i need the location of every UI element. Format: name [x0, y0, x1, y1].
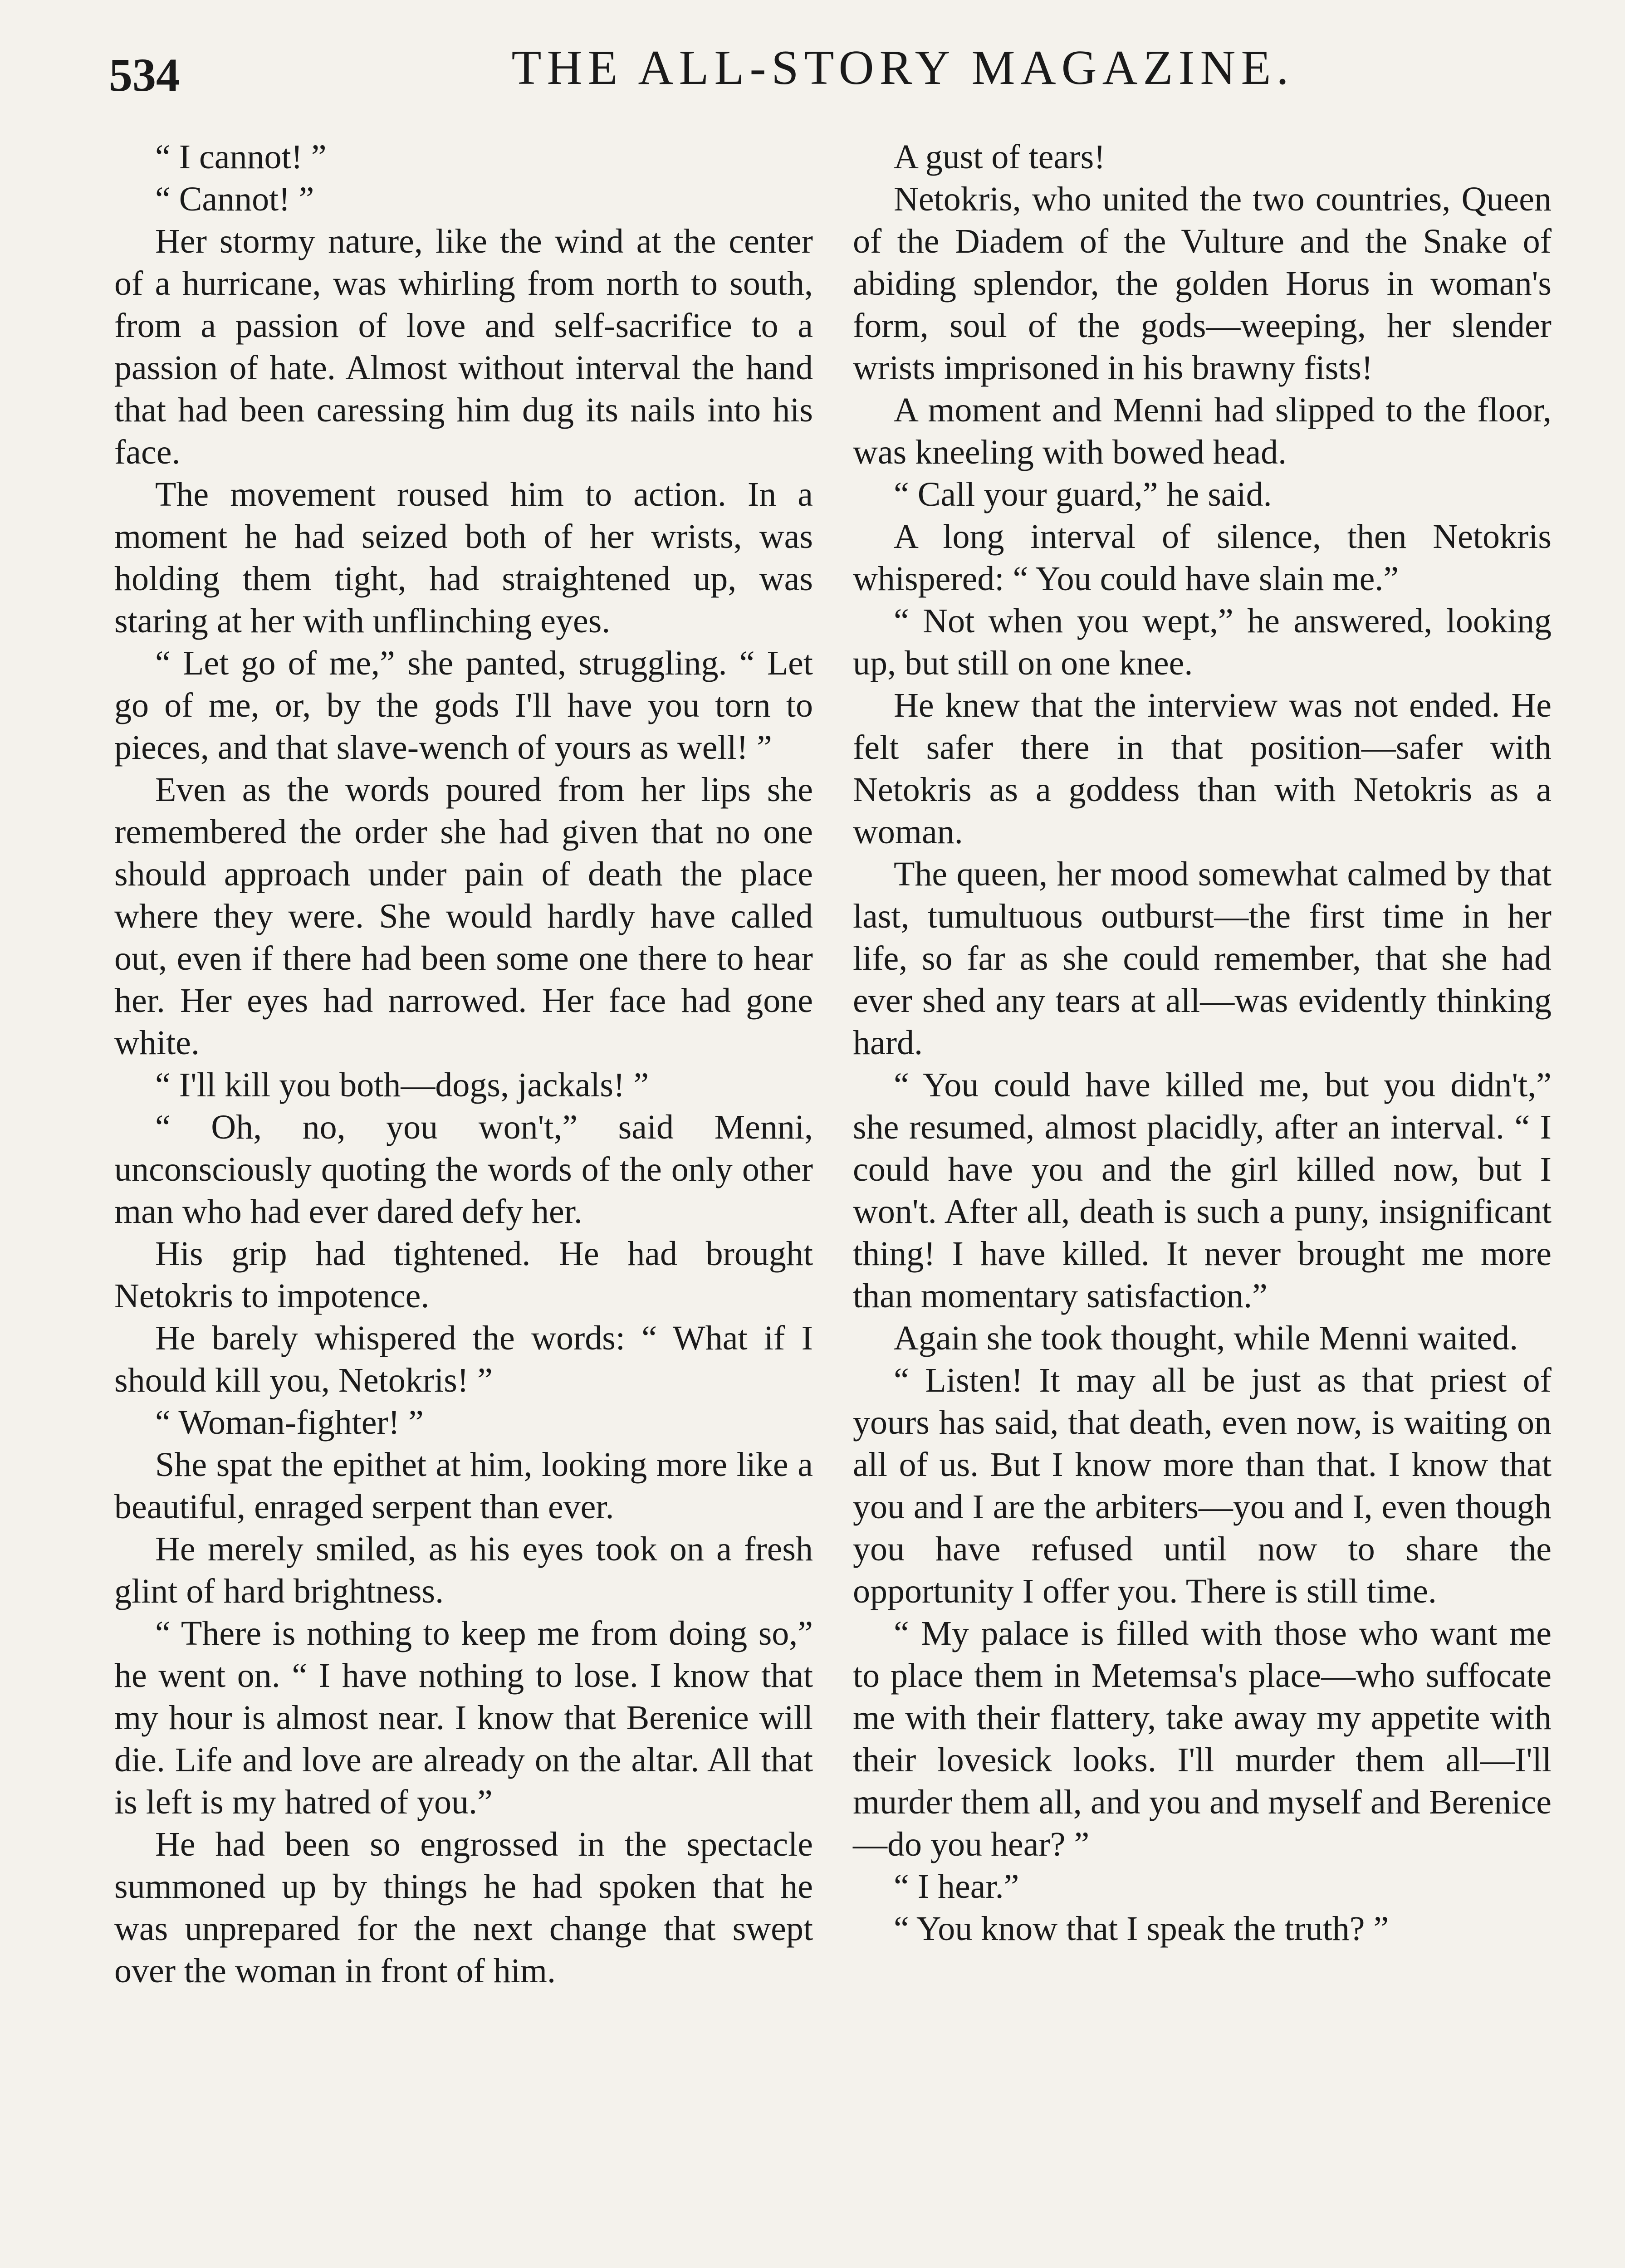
paragraph: “ I hear.”: [894, 1867, 1019, 1906]
paragraph: “ My palace is filled with those who want me to place them in Metemsa's place—who suffocate me with their flattery, take away my appetite with their lovesick looks. I'll murder them all—I'll murder them all, and you and myself and Berenice—do you hear? ”: [853, 1614, 1552, 1863]
paragraph: “ You could have killed me, but you didn't,” she resumed, almost placidly, after an interval. “ I could have you and the girl killed now, but I won't. After all, death is such a puny, insignificant thing! I have killed. It never brought me more than momentary satisfaction.”: [853, 1066, 1552, 1315]
paragraph: A moment and Menni had slipped to the floor, was kneeling with bowed head.: [853, 391, 1552, 471]
paragraph: “ I cannot! ”: [155, 138, 327, 176]
page-number: 534: [109, 49, 180, 101]
paragraph: “ Listen! It may all be just as that priest of yours has said, that death, even now, is waiting on all of us. But I know more than that. I know that you and I are the arbiters—you and I, even though you have refused until now to share the opportunity I offer you. There is still time.: [853, 1361, 1552, 1610]
paragraph: His grip had tightened. He had brought Netokris to impotence.: [114, 1235, 813, 1315]
paragraph: “ Let go of me,” she panted, struggling. “ Let go of me, or, by the gods I'll have you torn to pieces, and that slave-wench of yours as well! ”: [114, 644, 813, 767]
paragraph: Netokris, who united the two countries, Queen of the Diadem of the Vulture and the Snake of abiding splendor, the golden Horus in woman's form, soul of the gods—weeping, her slender wrists imprisoned in his brawny fists!: [853, 180, 1552, 387]
running-title: THE ALL-STORY MAGAZINE.: [511, 41, 1294, 95]
paragraph: “ You know that I speak the truth? ”: [894, 1910, 1389, 1948]
paragraph: The movement roused him to action. In a moment he had seized both of her wrists, was holding them tight, had straightened up, was staring at her with unflinching eyes.: [114, 475, 813, 640]
paragraph: The queen, her mood somewhat calmed by that last, tumultuous outburst—the first time in her life, so far as she could remember, that she had ever shed any tears at all—was evidently thinking hard.: [853, 855, 1552, 1062]
paragraph: He barely whispered the words: “ What if I should kill you, Netokris! ”: [114, 1319, 813, 1399]
page-header: [109, 40, 1533, 117]
right-column: [853, 136, 1552, 1950]
paragraph: Her stormy nature, like the wind at the center of a hurricane, was whirling from north to south, from a passion of love and self-sacrifice to a passion of hate. Almost without interval the hand that had been caressing him dug its nails into his face.: [114, 222, 813, 471]
paragraph: Even as the words poured from her lips she remembered the order she had given that no one should approach under pain of death the place where they were. She would hardly have called out, even if there had been some one there to hear her. Her eyes had narrowed. Her face had gone white.: [114, 771, 813, 1062]
paragraph: He had been so engrossed in the spectacle summoned up by things he had spoken that he was unprepared for the next change that swept over the woman in front of him.: [114, 1825, 813, 1990]
paragraph: “ Not when you wept,” he answered, looking up, but still on one knee.: [853, 602, 1552, 682]
paragraph: She spat the epithet at him, looking more like a beautiful, enraged serpent than ever.: [114, 1446, 813, 1526]
paragraph: “ Woman-fighter! ”: [155, 1403, 424, 1442]
paragraph: “ Oh, no, you won't,” said Menni, unconsciously quoting the words of the only other man who had ever dared defy her.: [114, 1108, 813, 1231]
paragraph: “ Cannot! ”: [155, 180, 314, 218]
paragraph: Again she took thought, while Menni waited.: [894, 1319, 1518, 1357]
paragraph: A gust of tears!: [894, 138, 1106, 176]
paragraph: “ There is nothing to keep me from doing so,” he went on. “ I have nothing to lose. I know that my hour is almost near. I know that Berenice will die. Life and love are already on the altar. All that is left is my hatred of you.”: [114, 1614, 813, 1821]
paragraph: He knew that the interview was not ended. He felt safer there in that position—safer with Netokris as a goddess than with Netokris as a woman.: [853, 686, 1552, 851]
left-column: [114, 136, 813, 1992]
paragraph: “ I'll kill you both—dogs, jackals! ”: [155, 1066, 649, 1104]
paragraph: “ Call your guard,” he said.: [894, 475, 1272, 513]
paragraph: A long interval of silence, then Netokris whispered: “ You could have slain me.”: [853, 518, 1552, 598]
paragraph: He merely smiled, as his eyes took on a fresh glint of hard brightness.: [114, 1530, 813, 1610]
